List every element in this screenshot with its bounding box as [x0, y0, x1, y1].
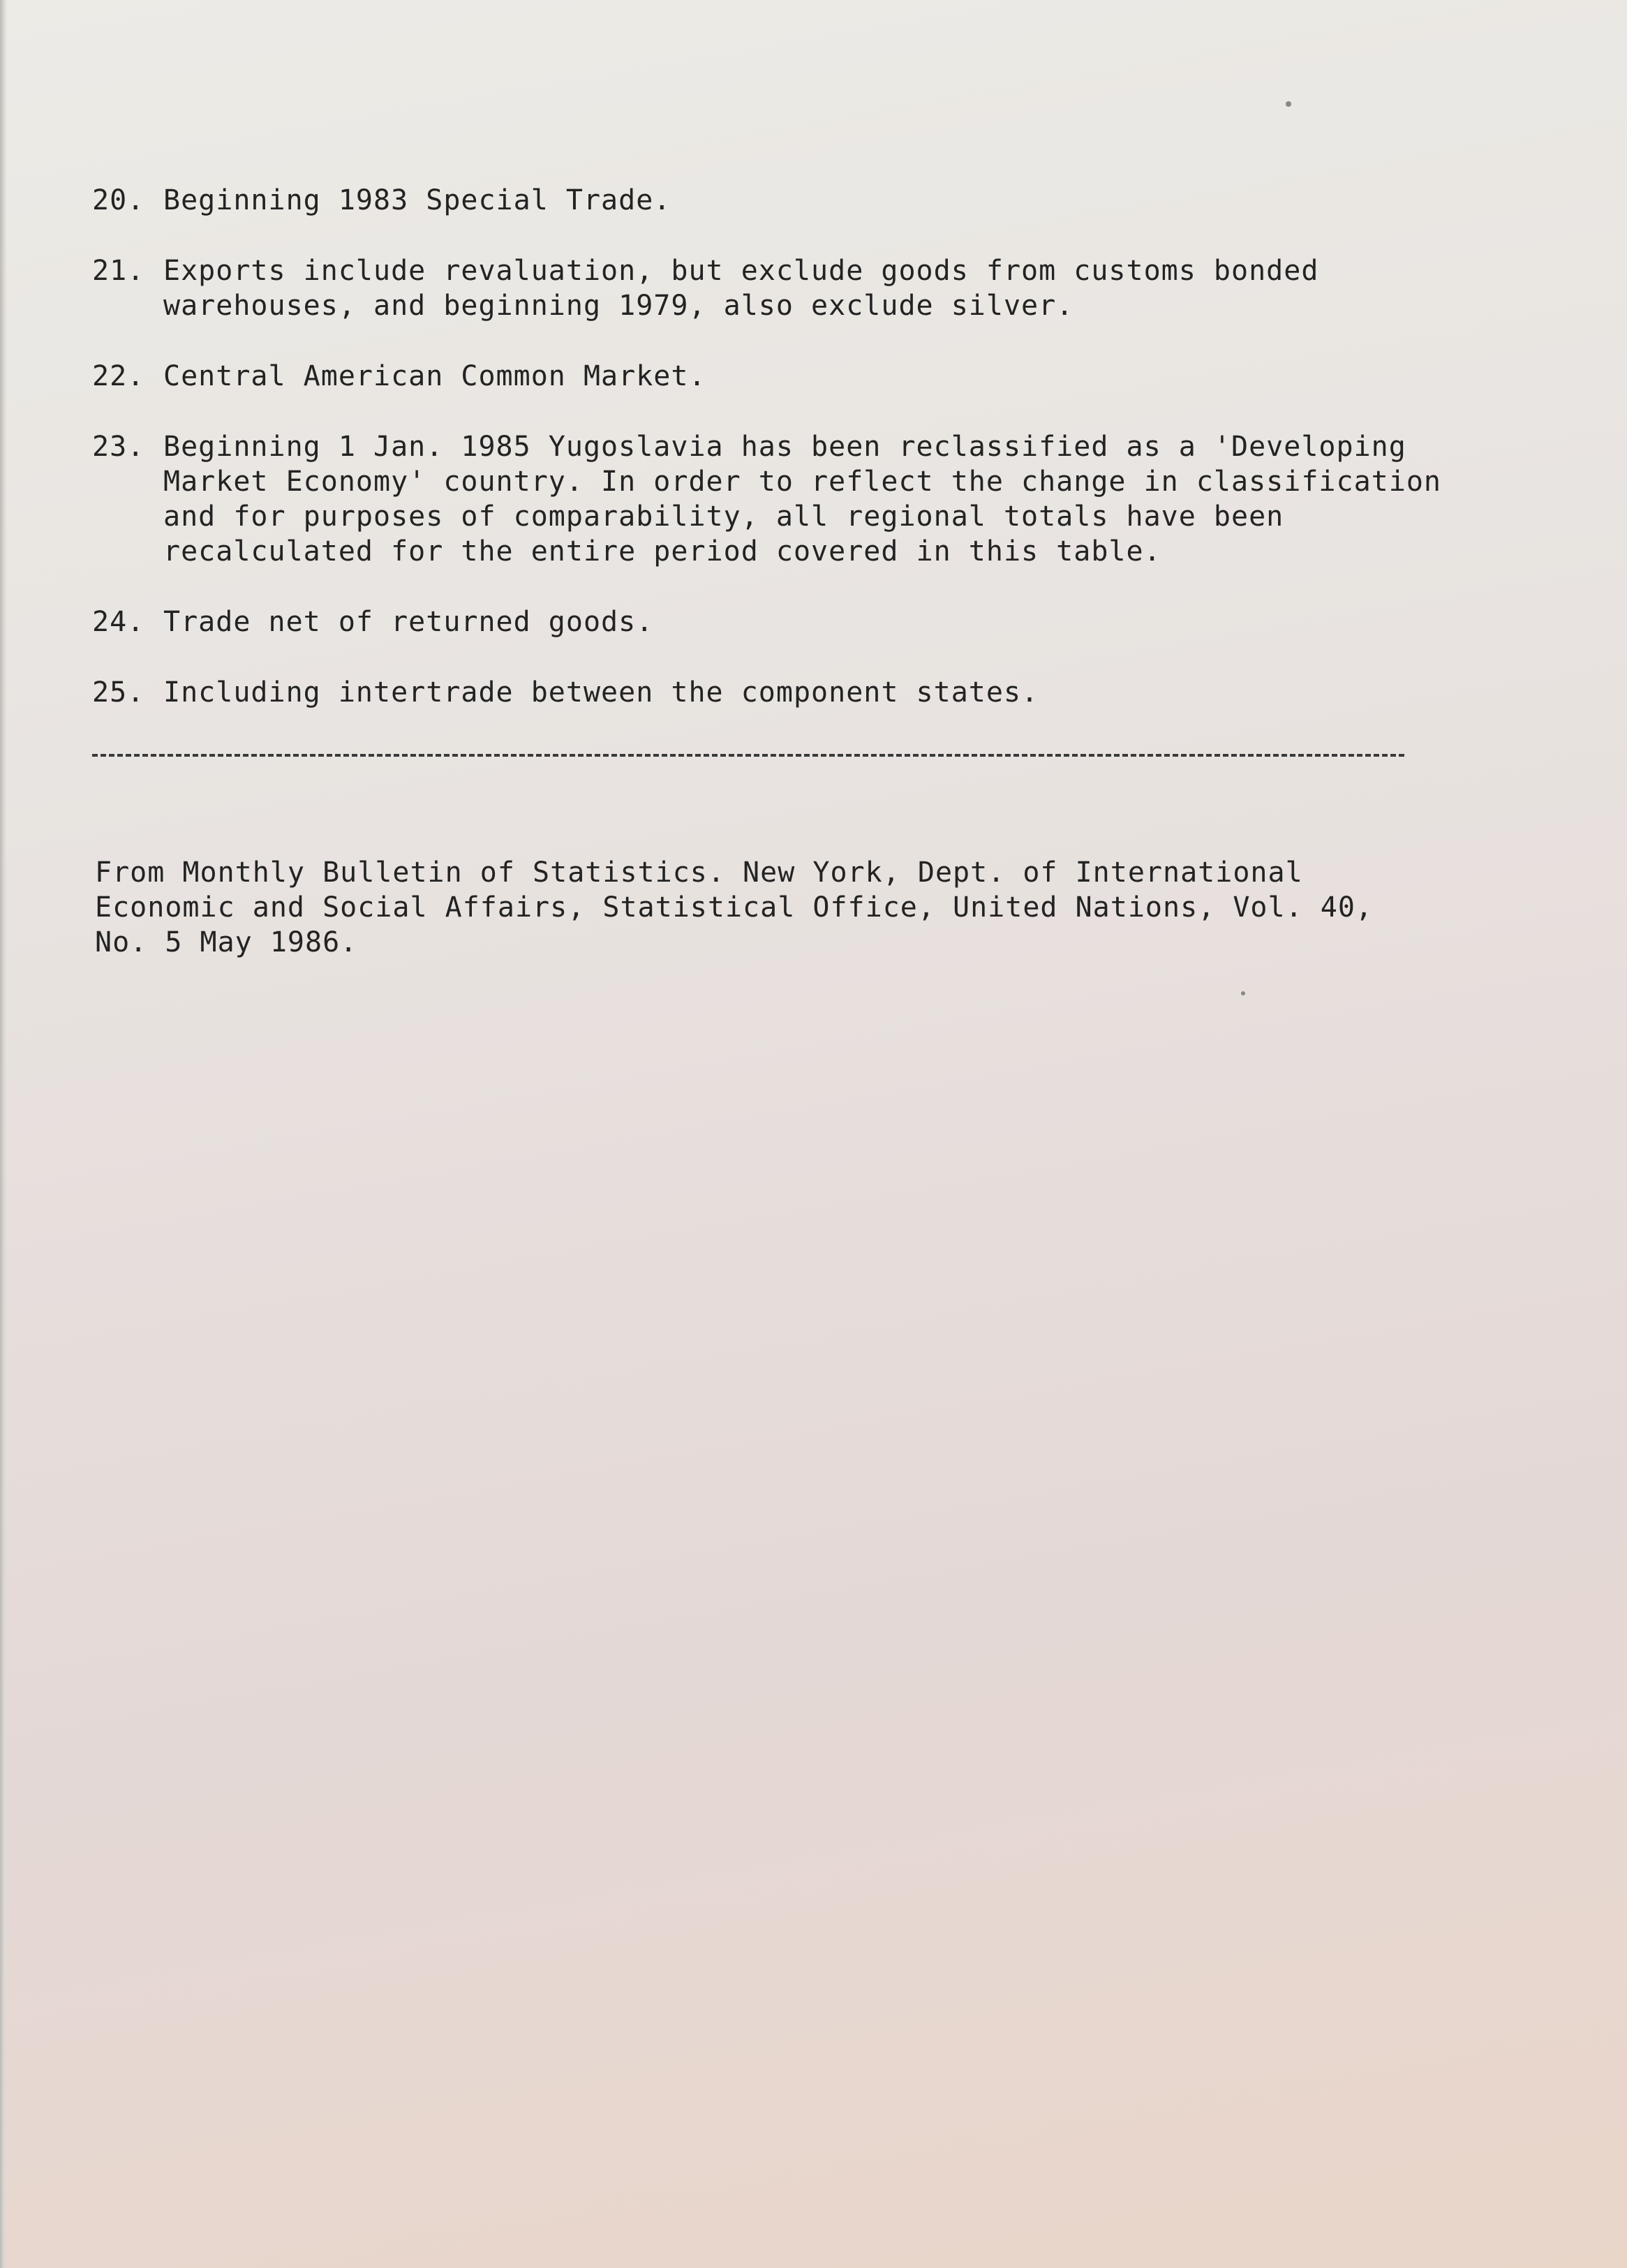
- footnote-23: [92, 429, 1523, 569]
- dashed-divider: [92, 754, 1404, 757]
- paper-speck: [1241, 991, 1245, 995]
- footnote-21: [92, 253, 1523, 323]
- footnotes-list: [92, 183, 1523, 746]
- footnote-number: 22.: [92, 360, 145, 392]
- footnote-text: Beginning 1983 Special Trade.: [163, 184, 671, 216]
- footnote-text: Exports include revaluation, but exclude goods from customs bonded warehouses, and beginning 1979, also exclude silver.: [163, 255, 1319, 322]
- footnote-number: 23.: [92, 431, 145, 463]
- footnote-number: 25.: [92, 676, 145, 709]
- footnote-20: [92, 183, 1523, 218]
- page-edge: [0, 0, 7, 2268]
- footnote-number: 24.: [92, 606, 145, 638]
- footnote-text: Beginning 1 Jan. 1985 Yugoslavia has been reclassified as a 'Developing Market Economy' country. In order to reflect the change in classification and for purposes of comparability, all regional totals have been recalculated for the entire period covered in this table.: [163, 431, 1441, 568]
- footnote-number: 20.: [92, 184, 145, 216]
- footnote-text: Including intertrade between the component states.: [163, 676, 1039, 709]
- footnote-24: [92, 605, 1523, 639]
- footnote-25: [92, 675, 1523, 710]
- source-citation: From Monthly Bulletin of Statistics. New York, Dept. of International Economic and Social Affairs, Statistical Office, United Nations, Vol. 40, No. 5 May 1986.: [95, 857, 1373, 958]
- footnote-text: Central American Common Market.: [163, 360, 706, 392]
- footnote-number: 21.: [92, 255, 145, 287]
- footnote-22: [92, 359, 1523, 394]
- paper-speck: [1286, 101, 1291, 107]
- footnote-text: Trade net of returned goods.: [163, 606, 654, 638]
